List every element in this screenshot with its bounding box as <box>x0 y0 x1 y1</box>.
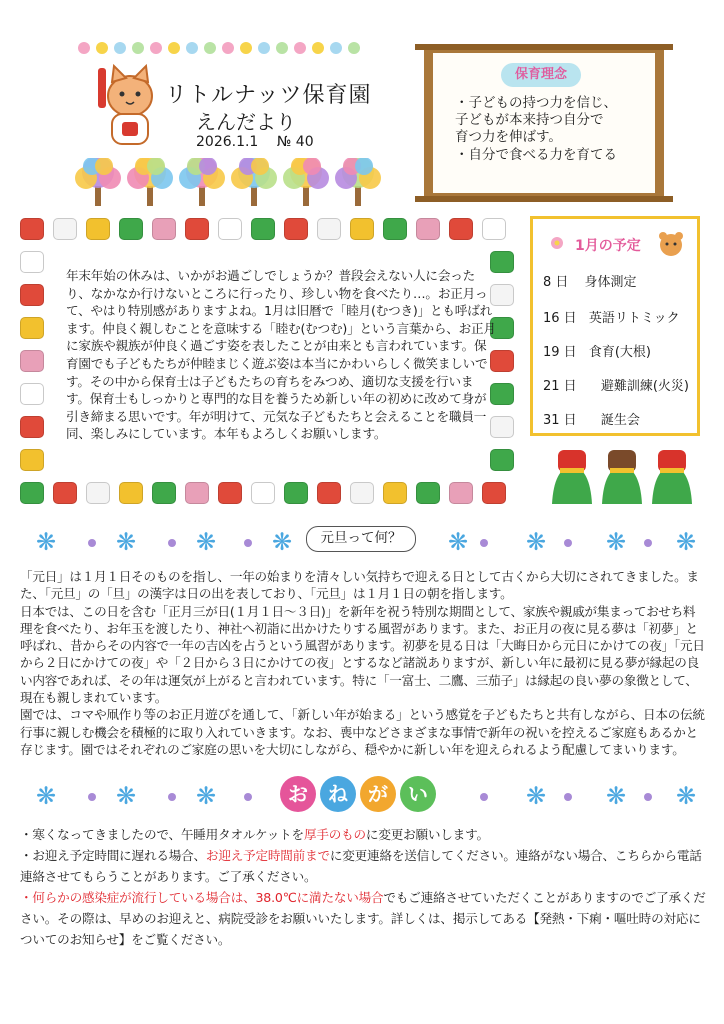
new-year-charm-icon <box>86 482 110 504</box>
philosophy-list <box>455 95 617 165</box>
issue-info <box>196 134 328 150</box>
request-text: に変更お願いします。 <box>365 827 489 842</box>
article-paragraph: 「元日」は１月１日そのものを指し、一年の始まりを清々しい気持ちで迎える日として古くから大切にされてきました。また、「元旦」の「旦」の漢字は日の出を表しており、「元旦」は１月１日の朝を指します。 <box>20 569 699 602</box>
schedule-day: 8 日 <box>543 275 569 290</box>
new-year-charm-icon <box>53 482 77 504</box>
tree-icon <box>231 158 277 206</box>
tree-icon <box>335 158 381 206</box>
snowflake-icon: ❋ <box>448 528 469 556</box>
snowflake-icon: ❋ <box>36 782 57 810</box>
tree-icon <box>283 158 329 206</box>
philosophy-item: ・子どもの持つ力を信じ、 子どもが本来持つ自分で 育つ力を伸ばす。 <box>455 95 617 145</box>
issue-date: 2026.1.1 <box>196 134 259 150</box>
new-year-charm-icon <box>350 218 374 240</box>
snowflake-icon: ❋ <box>606 528 627 556</box>
new-year-charm-icon <box>251 218 275 240</box>
schedule-item <box>543 375 689 394</box>
request-item <box>20 845 706 887</box>
new-year-charm-icon <box>53 218 77 240</box>
decorative-dot <box>186 42 198 54</box>
decorative-dot <box>564 539 572 547</box>
decorative-dot <box>96 42 108 54</box>
request-text: ・お迎え予定時間に遅れる場合、 <box>20 848 206 863</box>
flower-trees-illustration <box>72 158 388 208</box>
new-year-charm-icon <box>317 482 341 504</box>
decorative-dot <box>240 42 252 54</box>
article-title: 元旦って何？ <box>306 526 416 552</box>
snowflake-icon: ❋ <box>196 782 217 810</box>
decorative-dot <box>132 42 144 54</box>
philosophy-item: ・自分で食べる力を育てる <box>455 147 617 163</box>
requests-title <box>280 774 444 818</box>
schedule-header <box>545 227 689 261</box>
snowflake-icon: ❋ <box>196 528 217 556</box>
schedule-event: 避難訓練(火災) <box>600 379 689 394</box>
request-highlight: ・何らかの感染症が流行している場合は、38.0℃に満たない場合 <box>20 890 384 905</box>
decorative-dots <box>78 42 378 56</box>
new-year-charm-icon <box>119 482 143 504</box>
schedule-event: 食育(大根) <box>588 345 651 360</box>
snowflake-icon: ❋ <box>36 528 57 556</box>
requests-list <box>20 824 706 950</box>
new-year-charm-icon <box>20 350 44 372</box>
snowflake-icon: ❋ <box>272 528 293 556</box>
schedule-event: 誕生会 <box>600 413 640 428</box>
decorative-dot <box>168 42 180 54</box>
schedule-day: 16 日 <box>543 311 577 326</box>
schedule-item <box>543 341 651 360</box>
decorative-dot <box>644 539 652 547</box>
requests-title-char: お <box>280 776 316 812</box>
schedule-box <box>530 216 700 436</box>
new-year-charm-icon <box>20 284 44 306</box>
request-highlight: お迎え予定時間前まで <box>205 848 330 863</box>
new-year-charm-icon <box>20 416 44 438</box>
decorative-dot <box>276 42 288 54</box>
snowflake-icon: ❋ <box>606 782 627 810</box>
decorative-dot <box>480 539 488 547</box>
decorative-dot <box>294 42 306 54</box>
snowflake-icon: ❋ <box>676 782 697 810</box>
schedule-title: 1月の予定 <box>575 238 641 254</box>
philosophy-title: 保育理念 <box>501 63 581 87</box>
decorative-dot <box>244 793 252 801</box>
decorative-dot <box>312 42 324 54</box>
new-year-charm-icon <box>20 449 44 471</box>
new-year-charm-icon <box>284 218 308 240</box>
schedule-event: 英語リトミック <box>588 311 680 326</box>
new-year-charm-icon <box>416 482 440 504</box>
new-year-charm-icon <box>152 218 176 240</box>
schedule-item <box>543 271 637 290</box>
decorative-dot <box>348 42 360 54</box>
new-year-charm-icon <box>317 218 341 240</box>
issue-number: № 40 <box>276 134 314 150</box>
schedule-item <box>543 307 680 326</box>
new-year-charm-icon <box>218 218 242 240</box>
new-year-charm-icon <box>20 251 44 273</box>
snowflake-icon: ❋ <box>526 528 547 556</box>
decorative-dot <box>114 42 126 54</box>
snowflake-icon: ❋ <box>116 528 137 556</box>
new-year-charm-icon <box>119 218 143 240</box>
decorative-dot <box>168 793 176 801</box>
decorative-dot <box>644 793 652 801</box>
new-year-charm-icon <box>449 482 473 504</box>
decorative-dot <box>204 42 216 54</box>
decorative-dot <box>222 42 234 54</box>
decorative-dot <box>88 539 96 547</box>
request-item <box>20 887 706 950</box>
schedule-day: 21 日 <box>543 379 577 394</box>
schedule-event: 身体測定 <box>584 275 637 290</box>
new-year-charm-icon <box>416 218 440 240</box>
greeting-text: 年末年始の休みは、いかがお過ごしでしょうか？普段会えない人に会ったり、なかなか行けないところに行ったり、珍しい物を食べたり…。お正月って、やはり特別感がありますよね。1月は旧暦で「睦月(むつき)」とも呼ばれます。仲良く親しむことを意味する「睦む(むつむ)」という言葉から、お正月に家族や親族が仲良く過ごす姿を表したことが由来とも言われています。保育園でも子どもたちが仲睦まじく遊ぶ姿は本当にかわいらしく微笑ましいです。その中から保育士は子どもたちの育ちをみつめ、適切な支援を行います。保育士もしっかりと専門的な目を養うため新しい年の初めに改めて身が引き締まる思いです。年が明けて、元気な子どもたちと会えることを職員一同、楽しみにしています。本年もよろしくお願いします。 <box>66 268 496 442</box>
request-text: ・寒くなってきましたので、午睡用タオルケットを <box>20 827 304 842</box>
article-paragraph: 日本では、この日を含む「正月三が日(１月１日～３日)」を新年を祝う特別な期間として、家族や親戚が集まっておせち料理を食べたり、お年玉を渡したり、神社へ初詣に出かけたりする風習があります。また、お正月の夜に見る夢は「初夢」と呼ばれ、昔からその内容で一年の吉凶を占うという風習があります。初夢を見る日は「大晦日から元日にかけての夜」「元日から２日にかけての夜」や「２日から３日にかけての夜」とするなど諸説ありますが、新しい年に最初に見る夢が縁起の良い内容であれば、その年は運気が上がると言われています。特に「一富士、二鷹、三茄子」は縁起の良い夢の象徴として、現在も親しまれています。 <box>20 603 705 706</box>
new-year-charm-icon <box>20 383 44 405</box>
schedule-day: 31 日 <box>543 413 577 428</box>
new-year-charm-icon <box>20 218 44 240</box>
new-year-charm-icon <box>20 317 44 339</box>
decorative-dot <box>480 793 488 801</box>
request-highlight: 厚手のもの <box>303 827 366 842</box>
requests-title-char: ね <box>320 776 356 812</box>
new-year-charm-icon <box>152 482 176 504</box>
new-year-charm-icon <box>490 449 514 471</box>
request-item <box>20 824 706 845</box>
article-body <box>20 568 706 758</box>
tree-icon <box>179 158 225 206</box>
tree-icon <box>75 158 121 206</box>
decorative-dot <box>330 42 342 54</box>
snowflake-icon: ❋ <box>116 782 137 810</box>
schedule-item <box>543 409 640 428</box>
requests-title-char: が <box>360 776 396 812</box>
decorative-dot <box>78 42 90 54</box>
nursery-title: リトルナッツ保育園 <box>165 83 372 108</box>
decorative-dot <box>564 793 572 801</box>
new-year-charm-icon <box>185 218 209 240</box>
new-year-charm-icon <box>185 482 209 504</box>
tree-icon <box>127 158 173 206</box>
new-year-charm-icon <box>449 218 473 240</box>
new-year-charm-icon <box>86 218 110 240</box>
decorative-dot <box>88 793 96 801</box>
new-year-charm-icon <box>482 218 506 240</box>
lion-dance-illustration <box>548 444 698 506</box>
new-year-charm-icon <box>350 482 374 504</box>
new-year-charm-icon <box>218 482 242 504</box>
snowflake-icon: ❋ <box>526 782 547 810</box>
newsletter-subtitle: えんだより <box>196 110 296 134</box>
new-year-charm-icon <box>284 482 308 504</box>
new-year-charm-icon <box>383 482 407 504</box>
decorative-dot <box>168 539 176 547</box>
decorative-dot <box>150 42 162 54</box>
new-year-charm-icon <box>251 482 275 504</box>
new-year-charm-icon <box>383 218 407 240</box>
philosophy-frame <box>424 44 664 202</box>
new-year-charm-icon <box>482 482 506 504</box>
request-text: でもご連絡させていただくことがありますのでご了承ください。その際は、早めのお迎えと、病院受診をお願いいたします。詳しくは、掲示してある【発熱・下痢・嘔吐時の対応についてのお知らせ】をご覧ください。 <box>20 890 706 947</box>
mascot-cat-icon <box>90 62 160 152</box>
snowflake-icon: ❋ <box>676 528 697 556</box>
schedule-day: 19 日 <box>543 345 577 360</box>
request-text: に変更連絡を送信してください。連絡がない場合、こちらから電話連絡させてもらうことがあります。ご了承ください。 <box>20 848 702 884</box>
article-paragraph: 園では、コマや凧作り等のお正月遊びを通して、「新しい年が始まる」という感覚を子どもたちと共有しながら、日本の伝統行事に親しむ機会を積極的に取り入れていきます。なお、喪中などさまざまな事情で新年の祝いを控えるご家庭もあるかと存じます。園ではそれぞれのご家庭の思いを大切にしながら、穏やかに新しい年を迎えられるよう配慮してまいります。 <box>20 707 705 757</box>
requests-title-char: い <box>400 776 436 812</box>
decorative-dot <box>244 539 252 547</box>
new-year-charm-icon <box>20 482 44 504</box>
decorative-dot <box>258 42 270 54</box>
